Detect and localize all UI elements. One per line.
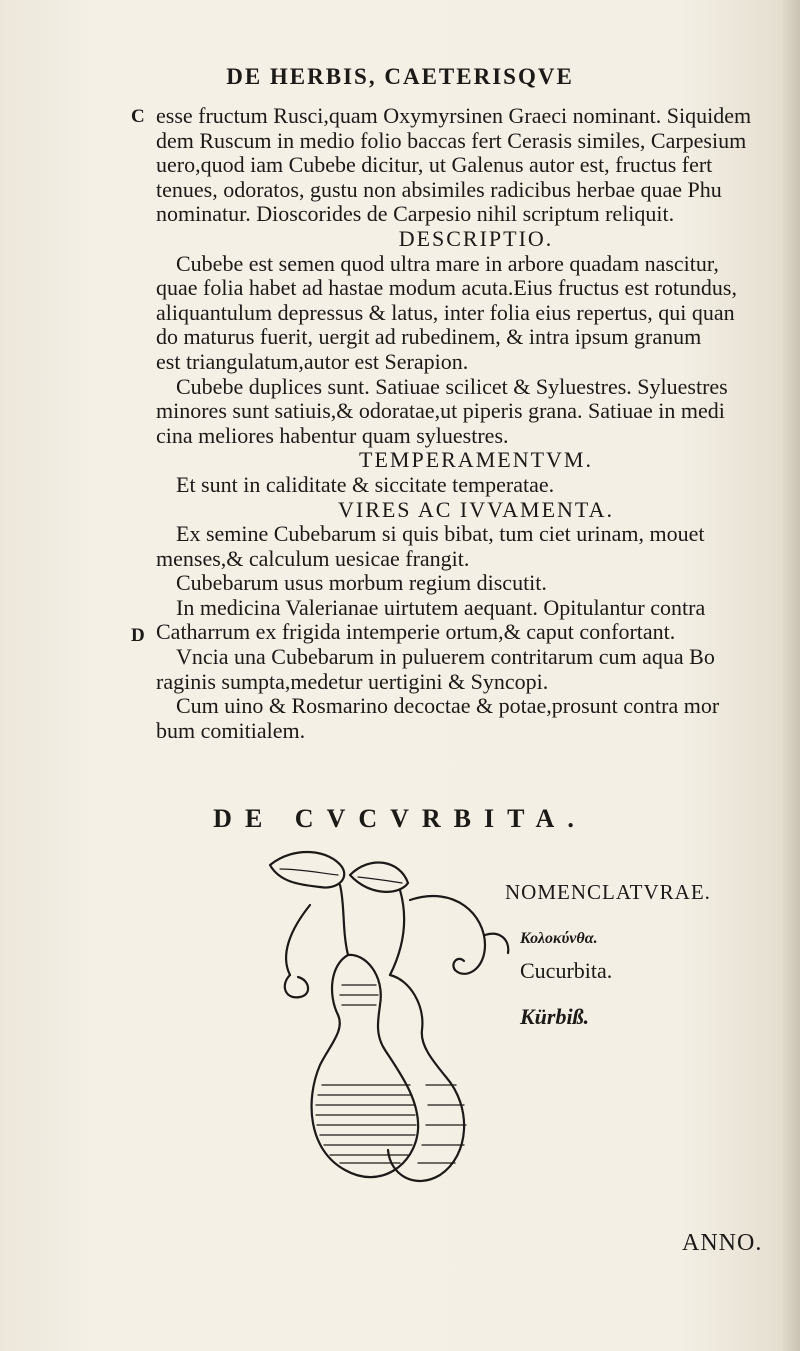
text-line: quae folia habet ad hastae modum acuta.Eius fructus est rotundus, [156,275,737,301]
text-line: dem Ruscum in medio folio baccas fert Cerasis similes, Carpesium [156,127,747,153]
text-line: do maturus fuerit, uergit ad rubedinem, & intra ipsum granum [156,324,702,350]
margin-letter-d: D [131,625,145,646]
text-line: menses,& calculum uesicae frangit. [156,545,470,571]
running-head: DE HERBIS, CAETERISQVE [226,64,574,89]
text-line: Ex semine Cubebarum si quis bibat, tum ciet urinam, mouet [176,521,705,547]
margin-letter-c: C [131,106,145,127]
subheading-temperamentum: TEMPERAMENTVM. [359,447,593,473]
text-line: esse fructum Rusci,quam Oxymyrsinen Graeci nominant. Siquidem [156,103,752,128]
text-line: Cubebe duplices sunt. Satiuae scilicet & Syluestres. Syluestres [176,373,728,399]
text-line: minores sunt satiuis,& odoratae,ut piperis grana. Satiuae in medi [156,398,725,424]
text-line: bum comitialem. [156,717,306,743]
text-line: Cubebe est semen quod ultra mare in arbore quadam nascitur, [176,250,719,276]
text-line: cina meliores habentur quam syluestres. [156,422,509,448]
gourd-woodcut-illustration [250,845,520,1210]
text-line: uero,quod iam Cubebe dicitur, ut Galenus autor est, fructus fert [156,152,713,178]
body-text [156,104,796,743]
text-line: In medicina Valerianae uirtutem aequant. Opitulantur contra [176,594,706,620]
catchword: ANNO. [682,1230,763,1256]
nomenclature-heading: NOMENCLATVRAE. [505,880,711,904]
text-line: Catharrum ex frigida intemperie ortum,& caput confortant. [156,619,676,645]
text-line: tenues, odoratos, gustu non absimiles radicibus herbae quae Phu [156,176,722,202]
text-line: Cubebarum usus morbum regium discutit. [176,570,547,596]
text-line: raginis sumpta,medetur uertigini & Syncopi. [156,668,549,694]
latin-name: Cucurbita. [520,958,613,983]
german-name: Kürbiß. [520,1004,590,1029]
subheading-descriptio: DESCRIPTIO. [398,225,554,251]
text-line: Vncia una Cubebarum in puluerem contritarum cum aqua Bo [176,644,715,670]
text-line: nominatur. Dioscorides de Carpesio nihil scriptum reliquit. [156,201,675,227]
subheading-vires: VIRES AC IVVAMENTA. [337,496,614,522]
text-line: aliquantulum depressus & latus, inter folia eius repertus, qui quan [156,299,735,325]
text-line: Et sunt in caliditate & siccitate temperatae. [176,471,555,497]
text-line: est triangulatum,autor est Serapion. [156,348,469,374]
text-line: Cum uino & Rosmarino decoctae & potae,prosunt contra mor [176,693,720,719]
greek-name: Κολοκύνθα. [520,930,598,947]
section-title: DE CVCVRBITA. [213,804,587,833]
